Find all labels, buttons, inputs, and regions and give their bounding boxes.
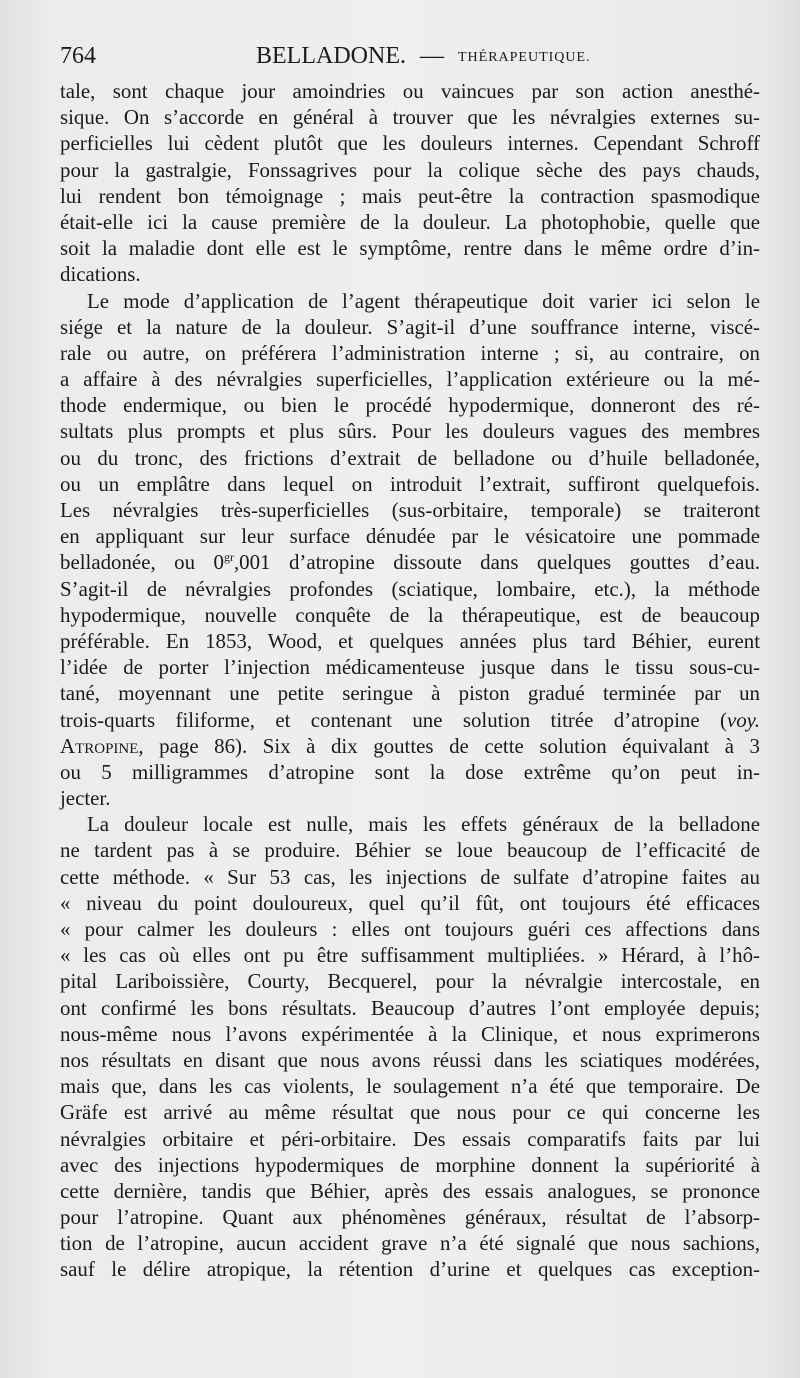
text-line: ne tardent pas à se produire. Béhier se loue beaucoup de l’efficacité de [60,838,760,863]
text-line: ou un emplâtre dans lequel on introduit l’extrait, suffiront quelquefois. [60,471,760,496]
text-line: tion de l’atropine, aucun accident grave n’a été signalé que nous sachions, [60,1231,760,1256]
gram-superscript: gr [223,550,234,565]
text-line: jecter. [60,786,111,811]
text-line: Gräfe est arrivé au même résultat que nous pour ce qui concerne les [60,1100,760,1125]
running-title-main: BELLADONE. [256,43,406,69]
text-line: tale, sont chaque jour amoindries ou vaincues par son action anesthé- [60,79,760,103]
text-line-with-italic [60,707,760,733]
text-line: « pour calmer les douleurs : elles ont toujours guéri ces affections dans [60,917,760,941]
body-text [60,78,760,1283]
text-line: ont confirmé les bons résultats. Beaucoup d’autres l’ont employée depuis; [60,995,760,1020]
running-title [256,40,591,74]
page-header [60,40,760,72]
running-title-subtitle: THÉRAPEUTIQUE. [457,50,591,65]
text-fragment: belladonée, ou 0 [60,550,224,575]
text-line: l’idée de porter l’injection médicamenteuse jusque dans le tissu sous-cu- [60,655,760,680]
text-fragment: ,001 d’atropine dissoute dans quelques gouttes d’eau. [233,550,761,575]
text-line-with-small-caps [60,733,760,759]
text-line: soit la maladie dont elle est le symptôme, rentre dans le même ordre d’in- [60,236,760,261]
text-line: lui rendent bon témoignage ; mais peut-être la contraction spasmodique [60,183,760,208]
text-line: Le mode d’application de l’agent thérapeutique doit varier ici selon le [87,288,760,313]
text-line: en appliquant sur leur surface dénudée par le vésicatoire une pommade [60,524,760,549]
small-caps-atropine: Atropine [60,733,139,758]
text-line: siége et la nature de la douleur. S’agit-il d’une souffrance interne, viscé- [60,314,760,339]
text-line: pour la gastralgie, Fonssagrives pour la colique sèche des pays chauds, [60,157,760,182]
text-line: était-elle ici la cause première de la douleur. La photophobie, quelle que [60,209,760,234]
text-line: ou 5 milligrammes d’atropine sont la dose extrême qu’on peut in- [60,759,760,784]
text-line: sultats plus prompts et plus sûrs. Pour les douleurs vagues des membres [60,419,760,444]
italic-voy: voy. [726,707,760,732]
text-line: préférable. En 1853, Wood, et quelques années plus tard Béhier, eurent [60,628,760,653]
text-line: avec des injections hypodermiques de morphine donnent la supériorité à [60,1152,760,1177]
text-line: tané, moyennant une petite seringue à piston gradué terminée par un [60,681,760,706]
text-line: ou du tronc, des frictions d’extrait de belladone ou d’huile belladonée, [60,445,760,470]
text-line: Les névralgies très-superficielles (sus-orbitaire, temporale) se traiteront [60,498,760,522]
text-line: S’agit-il de névralgies profondes (sciatique, lombaire, etc.), la méthode [60,576,760,601]
text-line: « niveau du point douloureux, quel qu’il fût, ont toujours été efficaces [60,890,760,915]
text-line: thode endermique, ou bien le procédé hypodermique, donneront des ré- [60,393,760,418]
text-line: nous-même nous l’avons expérimentée à la Clinique, et nous exprimerons [60,1021,760,1046]
page-number: 764 [60,43,96,69]
running-title-dash: — [419,43,444,69]
text-line: cette dernière, tandis que Béhier, après des essais analogues, se prononce [60,1178,760,1203]
text-line: rale ou autre, on préférera l’administration interne ; si, au contraire, on [60,340,760,365]
text-line: mais que, dans les cas violents, le soulagement n’a été que temporaire. De [60,1074,760,1099]
text-line: pour l’atropine. Quant aux phénomènes généraux, résultat de l’absorp- [60,1205,760,1230]
text-line: La douleur locale est nulle, mais les effets généraux de la belladone [87,812,760,837]
text-line: perficielles lui cèdent plutôt que les douleurs internes. Cependant Schroff [60,131,760,156]
text-line: sique. On s’accorde en général à trouver que les névralgies externes su- [60,105,760,130]
text-fragment: , page 86). Six à dix gouttes de cette solution équivalant à 3 [138,733,760,758]
text-fragment: trois-quarts filiforme, et contenant une solution titrée d’atropine ( [60,707,727,732]
text-line: a affaire à des névralgies superficielles, l’application extérieure ou la mé- [60,367,760,392]
text-line: sauf le délire atropique, la rétention d’urine et quelques cas exception- [60,1257,760,1282]
text-line-with-superscript [60,549,760,575]
text-line: névralgies orbitaire et péri-orbitaire. Des essais comparatifs faits par lui [60,1126,760,1151]
text-line: cette méthode. « Sur 53 cas, les injections de sulfate d’atropine faites au [60,864,760,889]
text-line: dications. [60,262,141,287]
text-line: « les cas où elles ont pu être suffisamment multipliées. » Hérard, à l’hô- [60,943,760,968]
text-line: nos résultats en disant que nous avons réussi dans les sciatiques modérées, [60,1047,760,1072]
text-line: pital Lariboissière, Courty, Becquerel, pour la névralgie intercostale, en [60,969,760,994]
text-line: hypodermique, nouvelle conquête de la thérapeutique, est de beaucoup [60,602,760,627]
